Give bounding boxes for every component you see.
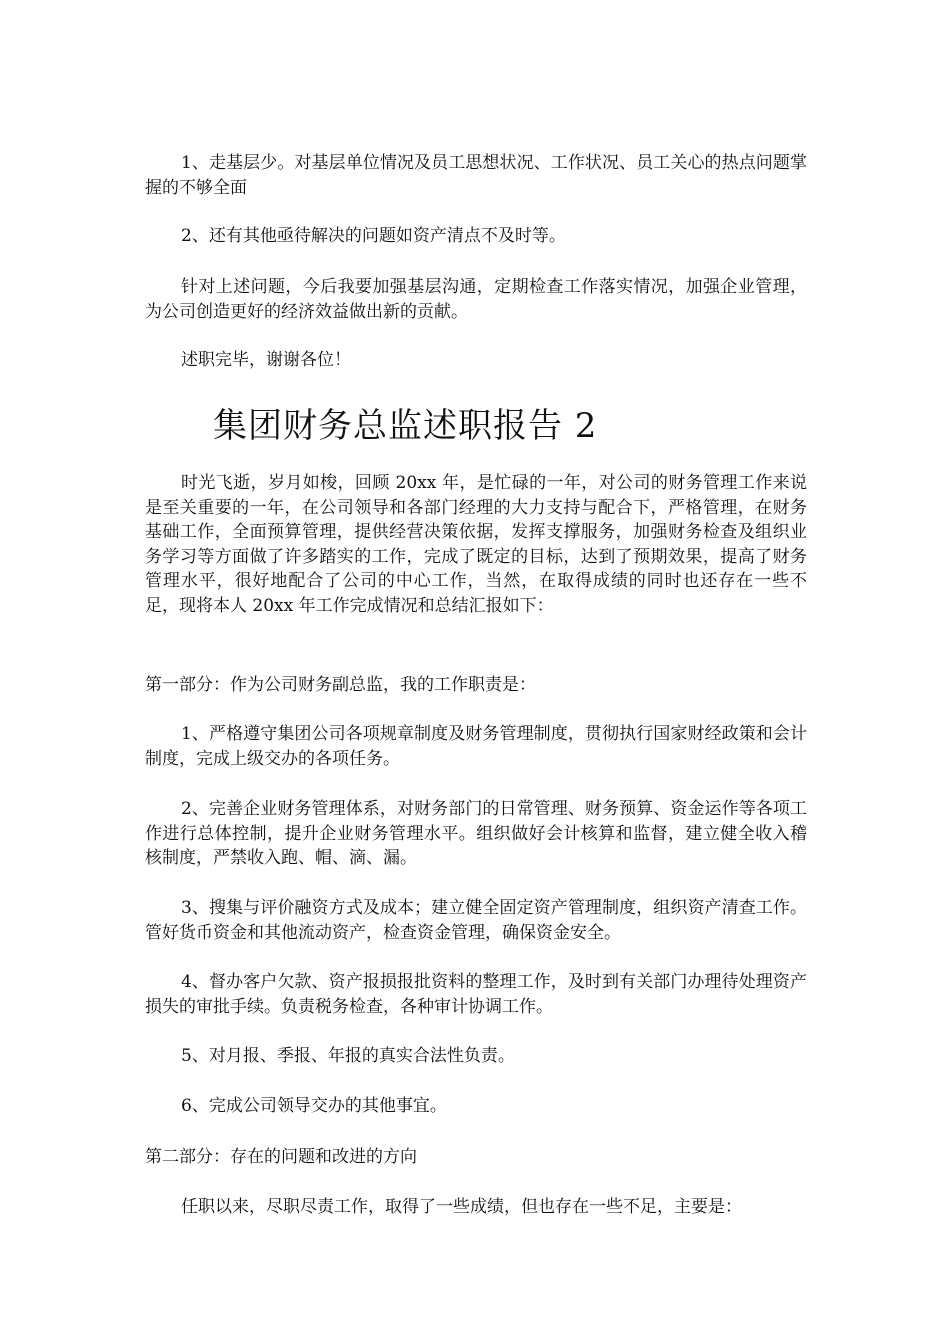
document-title: 集团财务总监述职报告 2	[213, 406, 598, 446]
part2-heading: 第二部分：存在的问题和改进的方向	[145, 1147, 417, 1167]
paragraph-improvement: 针对上述问题，今后我要加强基层沟通，定期检查工作落实情况，加强企业管理，为公司创造更好的经济效益做出新的贡献。	[145, 277, 807, 322]
duty-item-5: 5、对月报、季报、年报的真实合法性负责。	[181, 1046, 515, 1066]
paragraph-intro: 时光飞逝，岁月如梭，回顾 20xx 年，是忙碌的一年，对公司的财务管理工作来说是至关重要的一年，在公司领导和各部门经理的大力支持与配合下，严格管理，在财务基础工作，全面预算管理，提供经营决策依据，发挥支撑服务，加强财务检查及组织业务学习等方面做了许多踏实的工作，完成了既定的目标，达到了预期效果，提高了财务管理水平，很好地配合了公司的中心工作，当然，在取得成绩的同时也还存在一些不足，现将本人 20xx 年工作完成情况和总结汇报如下：	[145, 473, 807, 616]
part1-heading: 第一部分：作为公司财务副总监，我的工作职责是：	[145, 675, 536, 695]
paragraph-shortcomings: 任职以来，尽职尽责工作，取得了一些成绩，但也存在一些不足，主要是：	[181, 1197, 742, 1217]
duty-item-3: 3、搜集与评价融资方式及成本；建立健全固定资产管理制度，组织资产清查工作。管好货币资金和其他流动资产，检查资金管理，确保资金安全。	[145, 898, 807, 943]
duty-item-2: 2、完善企业财务管理体系，对财务部门的日常管理、财务预算、资金运作等各项工作进行总体控制，提升企业财务管理水平。组织做好会计核算和监督，建立健全收入稽核制度，严禁收入跑、帽、滴、漏。	[145, 799, 807, 868]
duty-item-1: 1、严格遵守集团公司各项规章制度及财务管理制度，贯彻执行国家财经政策和会计制度，完成上级交办的各项任务。	[145, 724, 807, 769]
duty-item-6: 6、完成公司领导交办的其他事宜。	[181, 1096, 447, 1116]
paragraph-closing-thanks: 述职完毕，谢谢各位！	[181, 350, 351, 370]
duty-item-4: 4、督办客户欠款、资产报损报批资料的整理工作，及时到有关部门办理待处理资产损失的审批手续。负责税务检查，各种审计协调工作。	[145, 972, 807, 1017]
paragraph-issue-1: 1、走基层少。对基层单位情况及员工思想状况、工作状况、员工关心的热点问题掌握的不够全面	[145, 153, 807, 198]
paragraph-issue-2: 2、还有其他亟待解决的问题如资产清点不及时等。	[181, 226, 566, 246]
